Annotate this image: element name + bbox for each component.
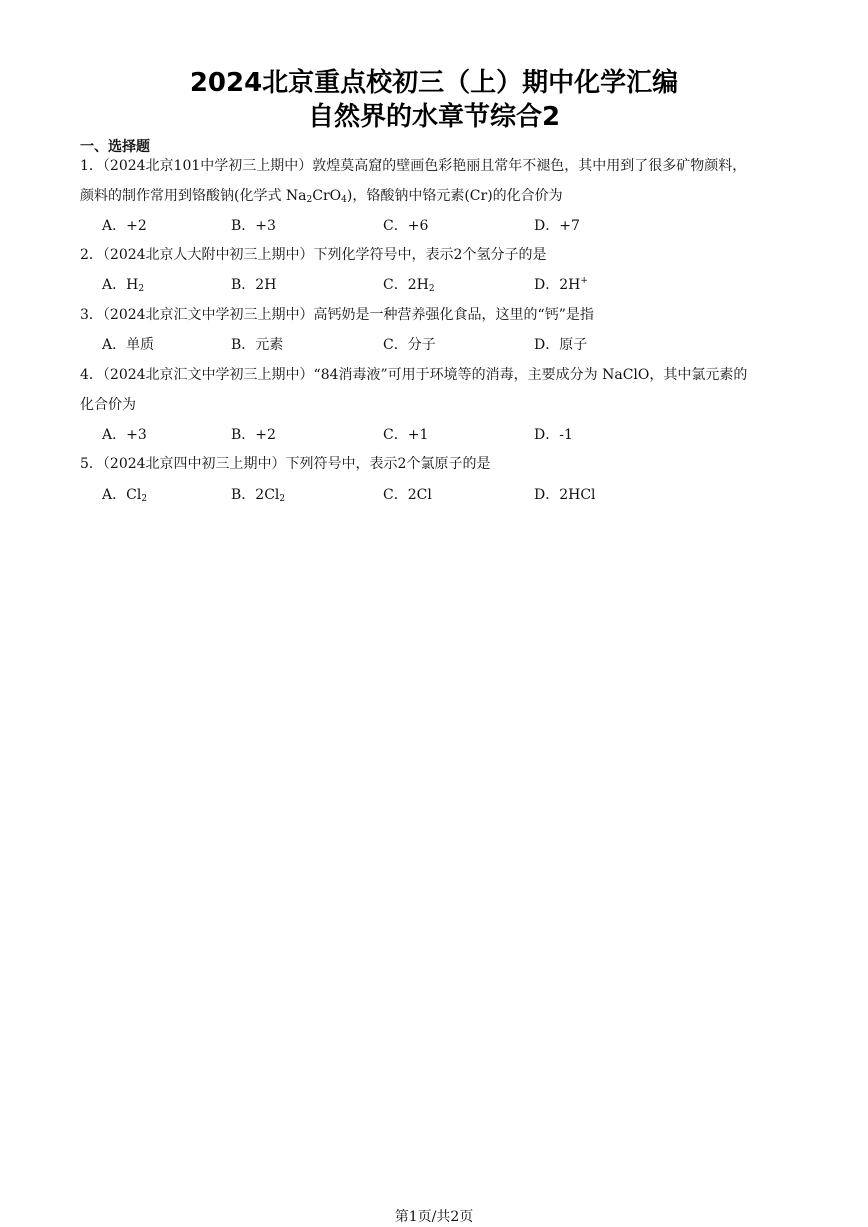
question-5-text: 5．（2024北京四中初三上期中）下列符号中，表示2个氯原子的是 [80,456,491,472]
question-3-option-d: D．原子 [534,337,588,353]
question-5-option-c: C．2Cl [383,487,432,503]
question-5-option-b: B．$2Cl_2$ [231,487,286,504]
question-2-text: 2．（2024北京人大附中初三上期中）下列化学符号中，表示2个氢分子的是 [80,247,547,263]
question-3-option-a: A．单质 [102,337,155,353]
question-1-option-a: A．+2 [102,218,147,234]
question-1-text: 1．（2024北京101中学初三上期中）敦煌莫高窟的壁画色彩艳丽且常年不褪色，其中用到了很多矿物颜料， [80,158,747,174]
page-number: 第1页/共2页 [394,1209,474,1225]
question-5-option-a: A．$Cl_2$ [102,487,148,504]
question-1-option-b: B．+3 [231,218,276,234]
question-2-option-c: C．$2H_2$ [383,277,435,294]
question-3-text: 3．（2024北京汇文中学初三上期中）高钙奶是一种营养强化食品，这里的“钙”是指 [80,307,594,323]
question-4-option-d: D．-1 [534,427,573,443]
question-3-option-c: C．分子 [383,337,436,353]
section-heading: 一、选择题 [80,139,150,155]
document-subtitle: 自然界的水章节综合2 [307,102,561,132]
question-1-option-d: D．+7 [534,218,580,234]
question-4-option-b: B．+2 [231,427,276,443]
question-5-option-d: D．2HCl [534,487,596,503]
question-4-option-a: A．+3 [102,427,147,443]
question-2-option-a: A．$H_2$ [102,277,145,294]
question-2-option-b: B．2H [231,277,277,293]
question-4-text-cont: 化合价为 [80,397,136,413]
document-title: 2024北京重点校初三（上）期中化学汇编 [189,68,679,98]
question-1-text-cont: 颜料的制作常用到铬酸钠(化学式 $Na_2CrO_4$)，铬酸钠中铬元素(Cr)的化合价为 [80,188,563,205]
question-3-option-b: B．元素 [231,337,284,353]
question-4-option-c: C．+1 [383,427,429,443]
question-2-option-d: D．2H+ [534,276,588,293]
question-4-text: 4．（2024北京汇文中学初三上期中）“84消毒液”可用于环境等的消毒，主要成分为 NaClO，其中氯元素的 [80,367,748,383]
question-1-option-c: C．+6 [383,218,429,234]
